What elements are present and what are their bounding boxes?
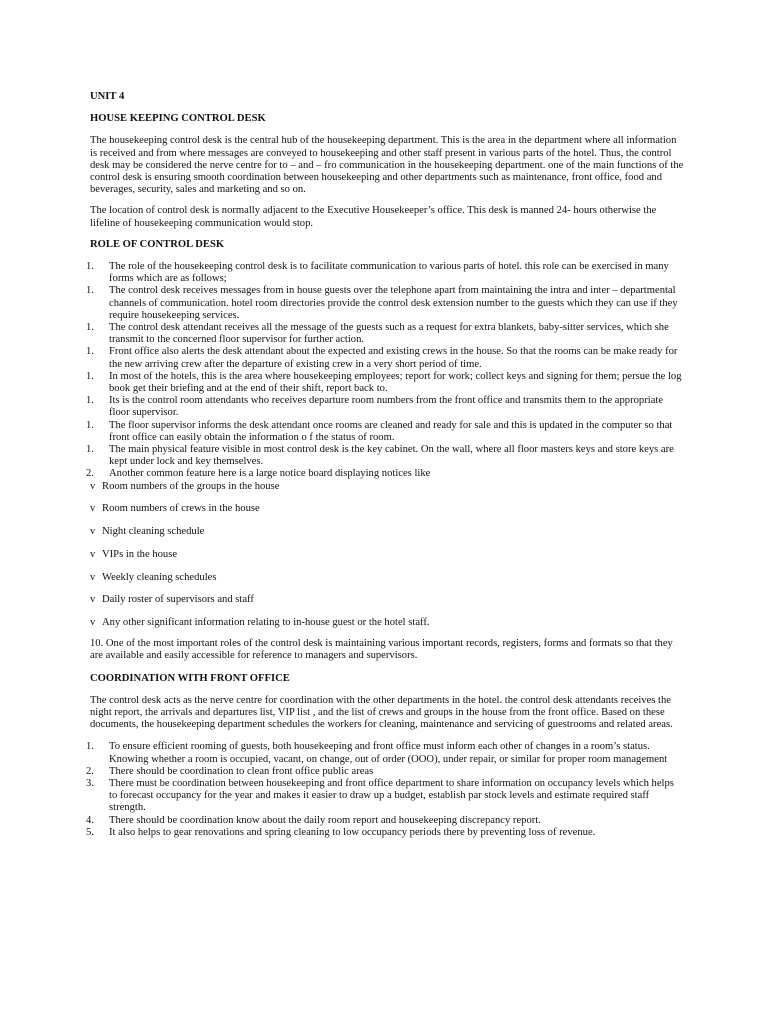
list-item bbox=[86, 419, 684, 444]
list-text: There should be coordination know about the daily room report and housekeeping discrepancy report. bbox=[109, 814, 541, 826]
bullet-item bbox=[90, 594, 684, 606]
location-paragraph: The location of control desk is normally adjacent to the Executive Housekeeper’s office. This desk is manned 24- hours otherwise the lifeline of housekeeping communication would stop. bbox=[90, 205, 657, 229]
list-text: In most of the hotels, this is the area where housekeeping employees; report for work; collect keys and signing for them; persue the log book get their briefing and at the end of their shift, report back to. bbox=[109, 370, 682, 395]
list-number: 1. bbox=[86, 346, 94, 358]
list-text: Front office also alerts the desk attendant about the expected and existing crews in the house. So that the rooms can be make ready for the new arriving crew after the departure of existing crew in a very short period of time. bbox=[109, 346, 678, 370]
list-text: The floor supervisor informs the desk attendant once rooms are cleaned and ready for sale and this is updated in the computer so that front office can easily obtain the information o f the status of room. bbox=[109, 419, 673, 443]
coordination-list bbox=[86, 741, 684, 839]
list-number: 1. bbox=[86, 741, 94, 753]
list-item bbox=[86, 468, 684, 480]
bullet-item bbox=[90, 549, 684, 561]
list-text: The control desk receives messages from in house guests over the telephone apart from maintaining the intra and inter – departmental channels of communication. hotel room directories provide the control desk extension number to the guests which they can use if they require housekeeping services. bbox=[109, 285, 678, 321]
bullet-text: Weekly cleaning schedules bbox=[102, 571, 217, 583]
list-number: 3. bbox=[86, 777, 94, 789]
list-number: 1. bbox=[86, 322, 94, 334]
list-number: 1. bbox=[86, 444, 94, 456]
unit-label: UNIT 4 bbox=[90, 91, 125, 102]
list-number: 1. bbox=[86, 261, 94, 273]
bullet-text: Room numbers of crews in the house bbox=[102, 503, 260, 515]
role-heading: ROLE OF CONTROL DESK bbox=[90, 238, 225, 250]
list-text: It also helps to gear renovations and spring cleaning to low occupancy periods there by preventing loss of revenue. bbox=[109, 826, 596, 838]
list-number: 1. bbox=[86, 285, 94, 297]
bullet-item bbox=[90, 526, 684, 538]
list-text: There must be coordination between housekeeping and front office department to share information on occupancy levels which helps to forecast occupancy for the year and makes it easier to draw up a budget, establish par stock levels and estimate required staff strength. bbox=[109, 777, 674, 814]
role-list bbox=[86, 261, 684, 481]
list-item bbox=[86, 741, 684, 765]
list-item bbox=[86, 370, 684, 395]
coordination-heading: COORDINATION WITH FRONT OFFICE bbox=[90, 672, 290, 684]
bullet-text: Night cleaning schedule bbox=[102, 526, 205, 538]
bullet-text: Room numbers of the groups in the house bbox=[102, 480, 280, 492]
bullet-marker: v bbox=[90, 526, 96, 538]
list-item bbox=[86, 444, 684, 468]
page-title: HOUSE KEEPING CONTROL DESK bbox=[90, 113, 266, 125]
bullet-item bbox=[90, 617, 684, 629]
point-10-paragraph: 10. One of the most important roles of the control desk is maintaining various important records, registers, forms and formats so that they are available and easily accessible for reference to managers and supervisors. bbox=[90, 638, 673, 662]
bullet-text: Daily roster of supervisors and staff bbox=[102, 594, 254, 606]
list-item bbox=[86, 322, 684, 346]
document-content bbox=[86, 91, 684, 839]
list-number: 2. bbox=[86, 468, 94, 480]
list-number: 1. bbox=[86, 370, 94, 382]
list-number: 2. bbox=[86, 765, 94, 777]
list-item bbox=[86, 826, 684, 839]
list-number: 1. bbox=[86, 395, 94, 407]
bullet-marker: v bbox=[90, 571, 96, 583]
bullet-item bbox=[90, 481, 684, 493]
list-item bbox=[86, 395, 684, 419]
bullet-item bbox=[90, 503, 684, 515]
bullet-marker: v bbox=[90, 616, 96, 628]
bullet-item bbox=[90, 572, 684, 584]
bullet-marker: v bbox=[90, 548, 96, 560]
list-item bbox=[86, 765, 684, 778]
list-text: The main physical feature visible in most control desk is the key cabinet. On the wall, where all floor masters keys and store keys are kept under lock and key themselves. bbox=[109, 444, 674, 468]
bullet-marker: v bbox=[90, 503, 96, 515]
list-item bbox=[86, 777, 684, 815]
intro-paragraph: The housekeeping control desk is the central hub of the housekeeping department. This is the area in the department where all information is received and from where messages are conveyed to housekeeping and other staff present in various parts of the hotel. Thus, the control desk may be considered the nerve centre for to – and – fro communication in the housekeeping department. one of the main functions of the control desk is ensuring smooth coordination between housekeeping and other departments such as maintenance, front office, food and beverages, security, sales and marketing and so on. bbox=[90, 135, 684, 196]
list-text: The role of the housekeeping control desk is to facilitate communication to various parts of hotel. this role can be exercised in many forms which are as follows; bbox=[109, 261, 669, 285]
list-text: Another common feature here is a large notice board displaying notices like bbox=[109, 468, 431, 480]
list-item bbox=[86, 814, 684, 827]
bullet-marker: v bbox=[90, 594, 96, 606]
notice-board-list bbox=[90, 481, 684, 629]
list-item bbox=[86, 261, 684, 285]
list-number: 5. bbox=[86, 826, 94, 838]
list-item bbox=[86, 346, 684, 370]
bullet-text: VIPs in the house bbox=[102, 548, 178, 560]
bullet-marker: v bbox=[90, 480, 96, 492]
list-text: There should be coordination to clean front office public areas bbox=[109, 765, 374, 777]
bullet-text: Any other significant information relating to in-house guest or the hotel staff. bbox=[102, 616, 430, 628]
coordination-paragraph: The control desk acts as the nerve centre for coordination with the other departments in the hotel. the control desk attendants receives the night report, the arrivals and departures list, VIP list , and the list of crews and groups in the house from the front office. Based on these documents, the housekeeping department schedules the workers for cleaning, maintenance and servicing of guestrooms and related areas. bbox=[90, 694, 673, 731]
list-number: 1. bbox=[86, 419, 94, 431]
list-text: Its is the control room attendants who receives departure room numbers from the front office and transmits them to the appropriate floor supervisor. bbox=[109, 395, 664, 419]
list-text: The control desk attendant receives all the message of the guests such as a request for extra blankets, baby-sitter services, which she transmit to the concerned floor supervisor for further action. bbox=[109, 322, 669, 346]
list-item bbox=[86, 285, 684, 322]
list-text: To ensure efficient rooming of guests, both housekeeping and front office must inform each other of changes in a room’s status. Knowing whether a room is occupied, vacant, on change, out of order (OOO), under repair, or similar for proper room management bbox=[109, 741, 668, 765]
list-number: 4. bbox=[86, 814, 94, 826]
